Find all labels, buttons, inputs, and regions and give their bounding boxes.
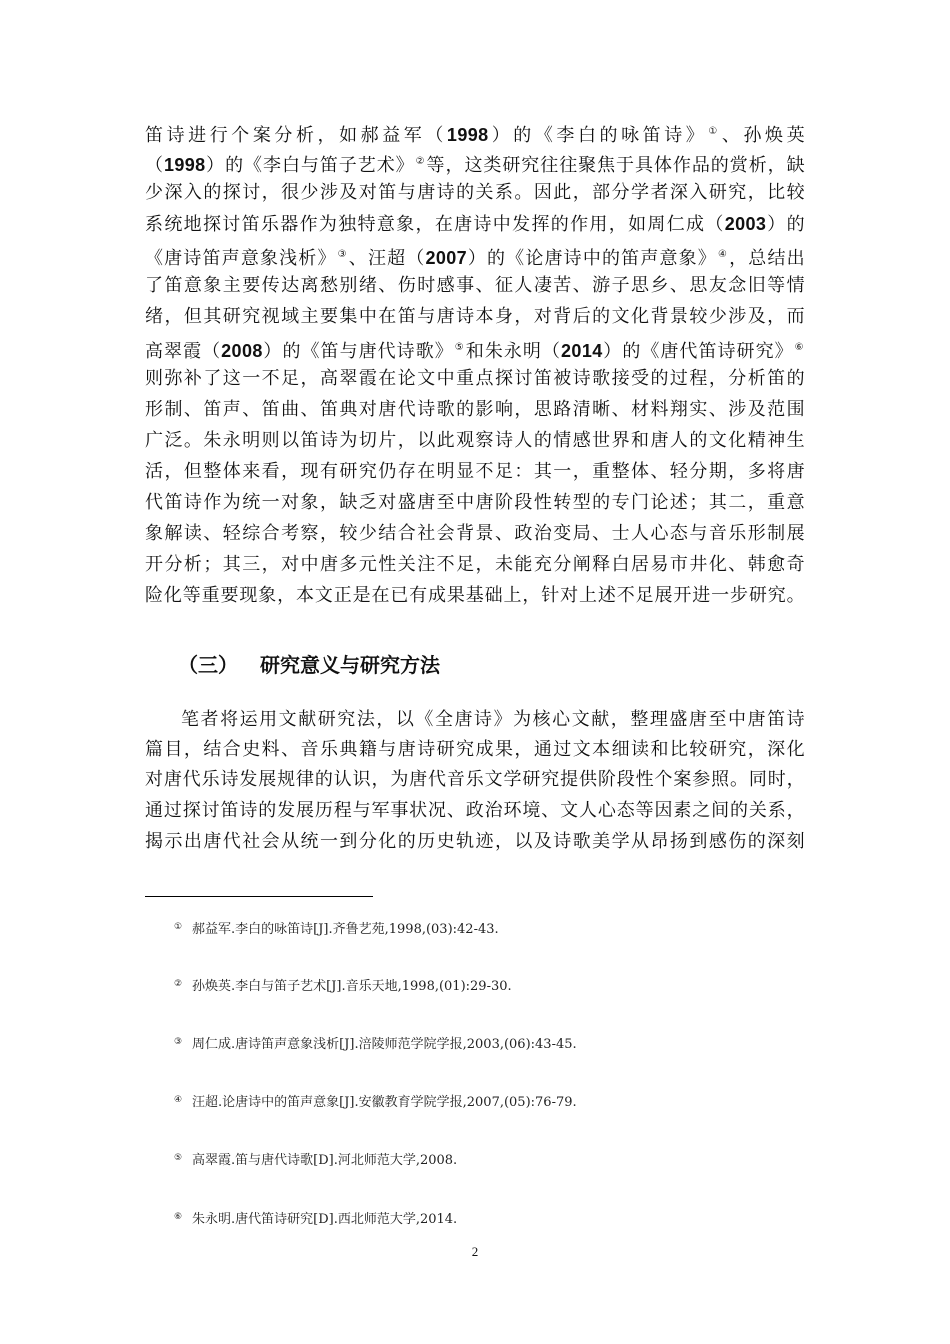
footnote-ref-2: ② xyxy=(415,156,426,167)
paragraph-1-line-12: 活，但整体来看，现有研究仍存在明显不足：其一，重整体、轻分期，多将唐 xyxy=(145,461,805,482)
footnote-separator xyxy=(145,896,373,897)
footnote-ref-1: ① xyxy=(708,126,721,137)
paragraph-1-line-2: （1998）的《李白与笛子艺术》②等，这类研究往往聚焦于具体作品的赏析，缺 xyxy=(145,155,805,176)
section-heading xyxy=(178,648,440,682)
paragraph-1-line-16: 险化等重要现象，本文正是在已有成果基础上，针对上述不足展开进一步研究。 xyxy=(145,585,805,606)
footnote-ref-6: ⑥ xyxy=(794,342,805,353)
paragraph-1-line-1: 笛诗进行个案分析，如郝益军（1998）的《李白的咏笛诗》①、孙焕英 xyxy=(145,125,805,146)
paragraph-1-line-3: 少深入的探讨，很少涉及对笛与唐诗的关系。因此，部分学者深入研究，比较 xyxy=(145,182,805,203)
paragraph-1-line-11: 广泛。朱永明则以笛诗为切片，以此观察诗人的情感世界和唐人的文化精神生 xyxy=(145,430,805,451)
footnote-2: ② 孙焕英.李白与笛子艺术[J].音乐天地,1998,(01):29-30. xyxy=(174,979,512,994)
paragraph-1-line-5: 《唐诗笛声意象浅析》③、汪超（2007）的《论唐诗中的笛声意象》④，总结出 xyxy=(145,248,806,269)
footnote-ref-4: ④ xyxy=(717,249,729,260)
paragraph-1-line-6: 了笛意象主要传达离愁别绪、伤时感事、征人凄苦、游子思乡、思友念旧等情 xyxy=(145,275,805,296)
paragraph-1-line-8: 高翠霞（2008）的《笛与唐代诗歌》⑤和朱永明（2014）的《唐代笛诗研究》⑥ xyxy=(145,341,805,362)
footnote-6: ⑥ 朱永明.唐代笛诗研究[D].西北师范大学,2014. xyxy=(174,1212,458,1227)
paragraph-2-line-5: 揭示出唐代社会从统一到分化的历史轨迹，以及诗歌美学从昂扬到感伤的深刻 xyxy=(145,831,805,852)
paragraph-1-line-9: 则弥补了这一不足，高翠霞在论文中重点探讨笛被诗歌接受的过程，分析笛的 xyxy=(145,368,805,389)
paragraph-2-line-1: 笔者将运用文献研究法，以《全唐诗》为核心文献，整理盛唐至中唐笛诗 xyxy=(181,709,805,730)
paragraph-2-line-3: 对唐代乐诗发展规律的认识，为唐代音乐文学研究提供阶段性个案参照。同时， xyxy=(145,769,805,790)
page-number: 2 xyxy=(471,1244,479,1259)
footnote-1: ① 郝益军.李白的咏笛诗[J].齐鲁艺苑,1998,(03):42-43. xyxy=(174,922,499,937)
paragraph-1-line-14: 象解读、轻综合考察，较少结合社会背景、政治变局、士人心态与音乐形制展 xyxy=(145,523,805,544)
section-title: 研究意义与研究方法 xyxy=(260,653,440,677)
footnote-4: ④ 汪超.论唐诗中的笛声意象[J].安徽教育学院学报,2007,(05):76-79. xyxy=(174,1095,577,1110)
footnote-3: ③ 周仁成.唐诗笛声意象浅析[J].涪陵师范学院学报,2003,(06):43-45. xyxy=(174,1037,577,1052)
paragraph-1-line-13: 代笛诗作为统一对象，缺乏对盛唐至中唐阶段性转型的专门论述；其二，重意 xyxy=(145,492,805,513)
paragraph-1-line-15: 开分析；其三，对中唐多元性关注不足，未能充分阐释白居易市井化、韩愈奇 xyxy=(145,554,805,575)
paragraph-1-line-10: 形制、笛声、笛曲、笛典对唐代诗歌的影响，思路清晰、材料翔实、涉及范围 xyxy=(145,399,805,420)
paragraph-2-line-2: 篇目，结合史料、音乐典籍与唐诗研究成果，通过文本细读和比较研究，深化 xyxy=(145,739,805,760)
footnote-5: ⑤ 高翠霞.笛与唐代诗歌[D].河北师范大学,2008. xyxy=(174,1153,458,1168)
section-number: （三） xyxy=(178,653,238,677)
paragraph-1-line-4: 系统地探讨笛乐器作为独特意象，在唐诗中发挥的作用，如周仁成（2003）的 xyxy=(145,214,805,235)
footnote-ref-3: ③ xyxy=(337,249,348,260)
footnote-ref-5: ⑤ xyxy=(454,342,465,353)
paragraph-1-line-7: 绪，但其研究视域主要集中在笛与唐诗本身，对背后的文化背景较少涉及，而 xyxy=(145,306,805,327)
paragraph-2-line-4: 通过探讨笛诗的发展历程与军事状况、政治环境、文人心态等因素之间的关系， xyxy=(145,800,805,821)
